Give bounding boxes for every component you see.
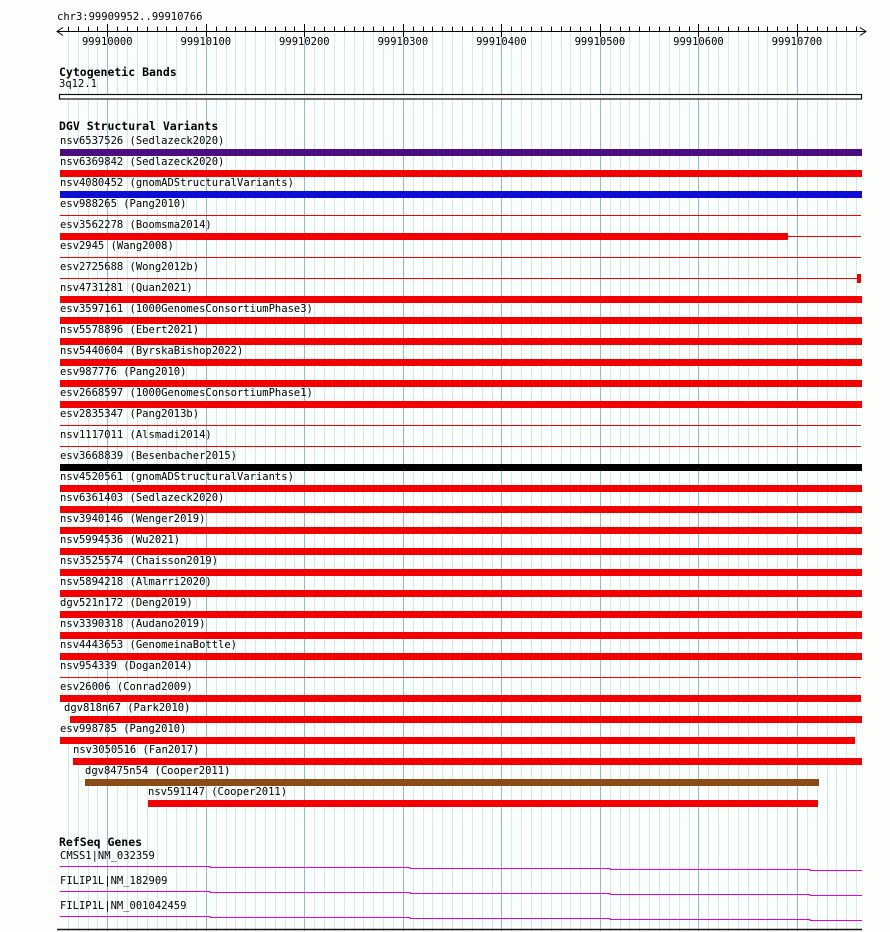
variant-bar[interactable]	[60, 569, 862, 576]
gene-line	[60, 867, 862, 871]
variant-label[interactable]: nsv6369842 (Sedlazeck2020)	[60, 156, 225, 168]
variant-label[interactable]: esv3668839 (Besenbacher2015)	[60, 450, 238, 462]
gene-label[interactable]: FILIP1L|NM_001042459	[60, 900, 187, 912]
variant-label[interactable]: nsv5994536 (Wu2021)	[60, 534, 181, 546]
ruler-tick-label: 99910500	[574, 36, 626, 48]
variant-bar[interactable]	[60, 401, 862, 408]
variant-label[interactable]: esv3562278 (Boomsma2014)	[60, 219, 212, 231]
variant-label[interactable]: esv3597161 (1000GenomesConsortiumPhase3)	[60, 303, 313, 315]
variant-bar[interactable]	[60, 632, 862, 639]
variant-label[interactable]: nsv591147 (Cooper2011)	[148, 786, 288, 798]
variant-bar[interactable]	[60, 257, 861, 259]
variant-bar[interactable]	[60, 611, 862, 618]
ruler-tick-label: 99910000	[81, 36, 133, 48]
variant-label[interactable]: nsv4731281 (Quan2021)	[60, 282, 193, 294]
variant-label[interactable]: esv26006 (Conrad2009)	[60, 681, 193, 693]
cytoband-glyph	[60, 95, 862, 100]
ruler-tick-label: 99910600	[673, 36, 724, 48]
variant-bar[interactable]	[60, 170, 862, 177]
gene-label[interactable]: CMSS1|NM_032359	[60, 850, 155, 862]
variant-bar[interactable]	[60, 737, 855, 744]
variant-label[interactable]: esv2668597 (1000GenomesConsortiumPhase1)	[60, 387, 313, 399]
variant-label[interactable]: nsv3390318 (Audano2019)	[60, 618, 206, 630]
variant-label[interactable]: nsv954339 (Dogan2014)	[60, 660, 193, 672]
variant-bar[interactable]	[148, 800, 818, 807]
variant-label[interactable]: nsv1117011 (Alsmadi2014)	[60, 429, 212, 441]
variant-bar[interactable]	[60, 590, 862, 597]
variant-bar[interactable]	[60, 446, 861, 448]
variant-label[interactable]: esv988265 (Pang2010)	[60, 198, 187, 210]
variant-label[interactable]: esv987776 (Pang2010)	[60, 366, 187, 378]
variant-bar[interactable]	[60, 215, 861, 217]
variant-label[interactable]: esv2725688 (Wong2012b)	[60, 261, 200, 273]
track-title-cytogenetic-bands: Cytogenetic Bands	[59, 65, 177, 79]
variant-bar[interactable]	[60, 296, 862, 303]
variant-bar[interactable]	[60, 278, 857, 280]
variant-bar[interactable]	[60, 191, 862, 198]
variant-bar[interactable]	[70, 716, 862, 723]
gene-line	[60, 892, 862, 896]
variant-bar[interactable]	[60, 149, 862, 156]
variant-bar[interactable]	[60, 506, 862, 513]
variant-label[interactable]: esv2945 (Wang2008)	[60, 240, 174, 252]
track-title-dgv-structural-variants: DGV Structural Variants	[59, 119, 219, 133]
variant-bar[interactable]	[60, 653, 862, 660]
variant-bar[interactable]	[60, 317, 862, 324]
variant-label[interactable]: esv998785 (Pang2010)	[60, 723, 187, 735]
variant-label[interactable]: nsv4443653 (GenomeinaBottle)	[60, 639, 238, 651]
gene-line	[60, 917, 862, 921]
variant-label[interactable]: nsv5894218 (Almarri2020)	[60, 576, 212, 588]
variant-label[interactable]: dgv818n67 (Park2010)	[64, 702, 191, 714]
variant-end-cap	[857, 274, 861, 283]
variant-bar-tail	[788, 236, 861, 238]
variant-bar[interactable]	[60, 425, 861, 427]
variant-label[interactable]: nsv3940146 (Wenger2019)	[60, 513, 206, 525]
variant-label[interactable]: esv2835347 (Pang2013b)	[60, 408, 200, 420]
variant-bar[interactable]	[60, 548, 862, 555]
ruler-tick-label: 99910200	[279, 36, 330, 48]
ruler-tick-label: 99910400	[476, 36, 527, 48]
variant-label[interactable]: dgv521n172 (Deng2019)	[60, 597, 193, 609]
ruler-tick-label: 99910100	[180, 36, 232, 48]
track-title-refseq-genes: RefSeq Genes	[59, 835, 143, 849]
variant-bar[interactable]	[60, 485, 862, 492]
variant-bar[interactable]	[60, 464, 862, 471]
variant-label[interactable]: nsv4520561 (gnomADStructuralVariants)	[60, 471, 294, 483]
gene-label[interactable]: FILIP1L|NM_182909	[60, 875, 168, 887]
variant-bar[interactable]	[60, 233, 788, 240]
cytoband-label: 3q12.1	[59, 78, 97, 90]
variant-label[interactable]: nsv5440604 (ByrskaBishop2022)	[60, 345, 244, 357]
variant-label[interactable]: nsv3050516 (Fan2017)	[73, 744, 200, 756]
variant-label[interactable]: nsv5578896 (Ebert2021)	[60, 324, 200, 336]
variant-bar[interactable]	[60, 527, 862, 534]
variant-label[interactable]: dgv8475n54 (Cooper2011)	[85, 765, 231, 777]
variant-bar[interactable]	[60, 380, 862, 387]
variant-bar[interactable]	[85, 779, 819, 786]
variant-bar[interactable]	[73, 758, 862, 765]
variant-bar[interactable]	[60, 695, 861, 702]
region-label: chr3:99909952..99910766	[57, 11, 203, 23]
variant-bar[interactable]	[60, 338, 862, 345]
variant-label[interactable]: nsv6361403 (Sedlazeck2020)	[60, 492, 225, 504]
variant-bar[interactable]	[60, 677, 861, 679]
variant-bar[interactable]	[60, 359, 862, 366]
ruler-tick-label: 99910300	[377, 36, 429, 48]
ruler-tick-label: 99910700	[771, 36, 823, 48]
variant-label[interactable]: nsv4080452 (gnomADStructuralVariants)	[60, 177, 294, 189]
variant-label[interactable]: nsv3525574 (Chaisson2019)	[60, 555, 219, 567]
variant-label[interactable]: nsv6537526 (Sedlazeck2020)	[60, 135, 225, 147]
